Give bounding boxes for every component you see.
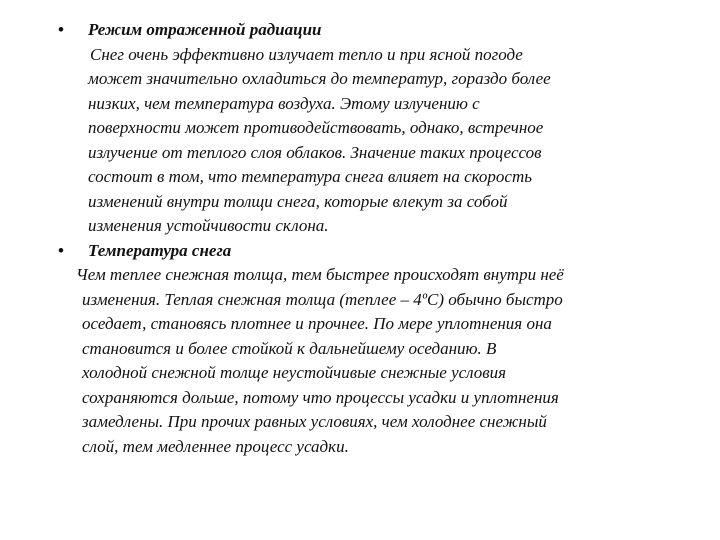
paragraph-line: состоит в том, что температура снега влияет на скорость	[88, 167, 532, 186]
section-paragraph	[88, 43, 680, 239]
section-reflected-radiation	[58, 18, 680, 239]
paragraph-line: изменений внутри толщи снега, которые влекут за собой	[88, 191, 508, 211]
section-heading: Температура снега	[88, 240, 232, 260]
paragraph-line: изменения устойчивости склона.	[88, 216, 329, 235]
bullet-point: •	[58, 20, 64, 39]
paragraph-line: Снег очень эффективно излучает тепло и при ясной погоде	[90, 44, 523, 64]
paragraph-line: замедлены. При прочих равных условиях, чем холоднее снежный	[82, 412, 547, 431]
paragraph-line: Чем теплее снежная толща, тем быстрее происходят внутри неё	[76, 265, 564, 284]
paragraph-line: сохраняются дольше, потому что процессы усадки и уплотнения	[82, 387, 559, 407]
bullet-point: •	[58, 240, 64, 260]
paragraph-line: становится и более стойкой к дальнейшему оседанию. В	[82, 338, 497, 358]
paragraph-line: излучение от теплого слоя облаков. Значение таких процессов	[88, 142, 542, 162]
paragraph-line: холодной снежной толще неустойчивые снежные условия	[82, 363, 507, 382]
paragraph-line: изменения. Теплая снежная толща (теплее – 4ºС) обычно быстро	[82, 289, 563, 309]
section-paragraph	[76, 263, 680, 459]
paragraph-line: оседает, становясь плотнее и прочнее. По мере уплотнения она	[82, 314, 552, 333]
paragraph-line: может значительно охладиться до температур, гораздо более	[88, 69, 551, 88]
paragraph-line: поверхности может противодействовать, однако, встречное	[88, 118, 544, 137]
paragraph-line: слой, тем медленнее процесс усадки.	[82, 436, 349, 456]
paragraph-line: низких, чем температура воздуха. Этому излучению с	[88, 93, 480, 113]
section-snow-temperature	[58, 239, 680, 460]
section-heading: Режим отраженной радиации	[88, 20, 322, 39]
